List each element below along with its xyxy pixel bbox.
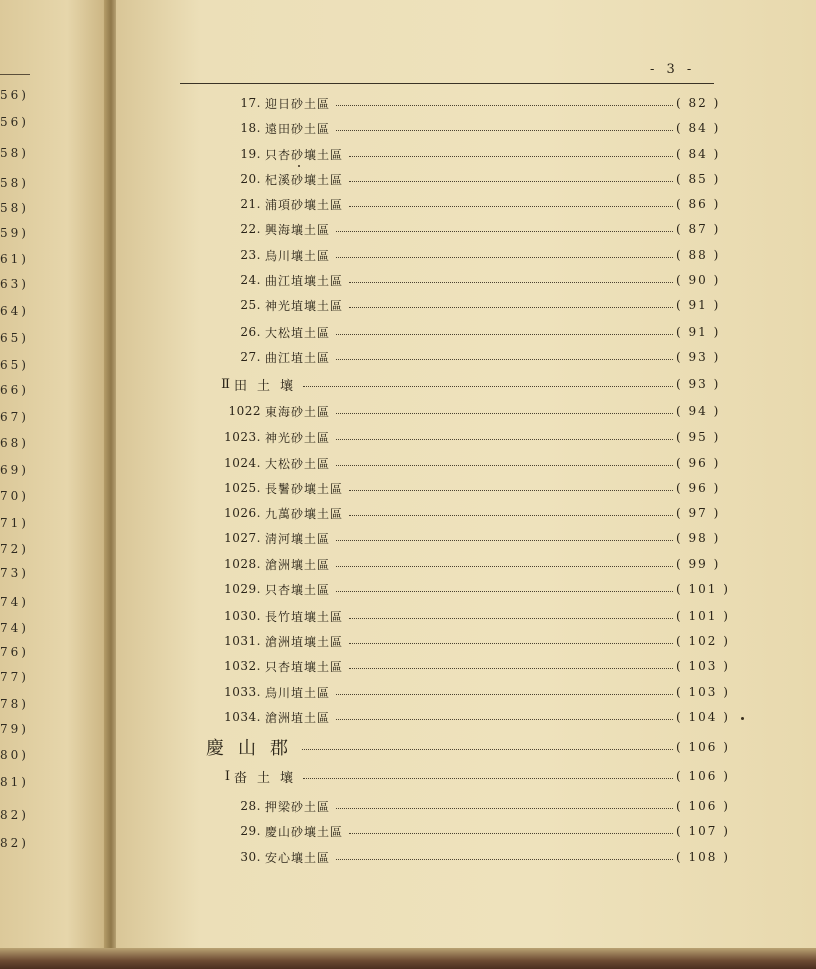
toc-entry	[180, 708, 730, 726]
left-page-number: 56)	[0, 88, 29, 102]
entry-page: ( 106 )	[676, 799, 730, 813]
left-page-number: 74)	[0, 595, 29, 609]
left-page-number: 71)	[0, 516, 29, 530]
toc-entry	[180, 145, 720, 163]
entry-title: 大松埴土區	[265, 325, 331, 340]
dot-leader	[349, 307, 673, 308]
dot-leader	[336, 465, 673, 466]
entry-title: 只杏壤土區	[265, 582, 331, 597]
entry-number: 1027.	[224, 531, 261, 545]
left-page-number: 64)	[0, 304, 29, 318]
entry-title: 淸河壤土區	[265, 531, 331, 546]
toc-entry	[180, 271, 720, 289]
toc-entry	[180, 479, 720, 497]
toc-entry	[180, 119, 720, 137]
dot-leader	[336, 808, 673, 809]
left-page-number: 69)	[0, 463, 29, 477]
toc-entry	[180, 632, 730, 650]
dot-leader	[336, 694, 673, 695]
left-page-number: 59)	[0, 226, 29, 240]
entry-title: 杞溪砂壤土區	[265, 172, 344, 187]
paper-spot	[298, 165, 300, 167]
header-rule	[180, 83, 714, 84]
toc-entry	[180, 220, 720, 238]
entry-page: ( 97 )	[676, 506, 721, 520]
section-page: ( 93 )	[676, 377, 721, 391]
dot-leader	[336, 359, 673, 360]
entry-number: 27.	[240, 350, 261, 364]
dot-leader	[303, 386, 673, 387]
left-page-number: 82)	[0, 808, 29, 822]
entry-page: ( 102 )	[676, 634, 730, 648]
entry-page: ( 87 )	[676, 222, 721, 236]
entry-page: ( 101 )	[676, 609, 730, 623]
entry-page: ( 94 )	[676, 404, 721, 418]
entry-page: ( 86 )	[676, 197, 721, 211]
entry-page: ( 103 )	[676, 685, 730, 699]
entry-number: 1026.	[224, 506, 261, 520]
left-page-number: 58)	[0, 146, 29, 160]
left-page-number: 65)	[0, 331, 29, 345]
dot-leader	[349, 181, 673, 182]
entry-page: ( 107 )	[676, 824, 730, 838]
entry-number: 1033.	[224, 685, 261, 699]
section-page: ( 106 )	[676, 769, 730, 783]
dot-leader	[336, 413, 673, 414]
dot-leader	[349, 668, 673, 669]
entry-title: 押梁砂土區	[265, 799, 331, 814]
toc-entry	[180, 580, 730, 598]
toc-entry	[180, 428, 720, 446]
toc-entry	[180, 555, 720, 573]
entry-page: ( 99 )	[676, 557, 721, 571]
entry-page: ( 95 )	[676, 430, 721, 444]
section-heading	[180, 766, 730, 786]
dot-leader	[349, 156, 673, 157]
entry-page: ( 96 )	[676, 481, 721, 495]
dot-leader	[336, 231, 673, 232]
entry-number: 21.	[240, 197, 261, 211]
toc-entry	[180, 454, 720, 472]
entry-page: ( 88 )	[676, 248, 721, 262]
entry-title: 東海砂土區	[265, 404, 331, 419]
entry-title: 神光埴壤土區	[265, 298, 344, 313]
dot-leader	[336, 540, 673, 541]
entry-title: 安心壤土區	[265, 850, 331, 865]
entry-page: ( 98 )	[676, 531, 721, 545]
dot-leader	[349, 206, 673, 207]
dot-leader	[349, 490, 673, 491]
left-page-number: 61)	[0, 252, 29, 266]
entry-page: ( 84 )	[676, 147, 721, 161]
entry-title: 九萬砂壤土區	[265, 506, 344, 521]
entry-number: 26.	[240, 325, 261, 339]
county-title: 慶山郡	[206, 738, 302, 759]
section-page: ( 106 )	[676, 740, 730, 754]
dot-leader	[336, 257, 673, 258]
dot-leader	[349, 618, 673, 619]
toc-entry	[180, 822, 730, 840]
entry-number: 19.	[240, 147, 261, 161]
section-title: 畓土壤	[234, 770, 304, 786]
toc-entry	[180, 94, 720, 112]
dot-leader	[349, 515, 673, 516]
dot-leader	[336, 105, 673, 106]
entry-number: 22.	[240, 222, 261, 236]
section-roman: Ⅱ	[221, 376, 230, 392]
left-page-number: 78)	[0, 697, 29, 711]
dot-leader	[336, 130, 673, 131]
left-page-number: 72)	[0, 542, 29, 556]
entry-title: 興海壤土區	[265, 222, 331, 237]
county-heading	[180, 734, 730, 760]
entry-page: ( 82 )	[676, 96, 721, 110]
left-page-number: 80)	[0, 748, 29, 762]
dot-leader	[303, 778, 673, 779]
entry-title: 神光砂土區	[265, 430, 331, 445]
entry-number: 1034.	[224, 710, 261, 724]
entry-title: 曲江埴土區	[265, 350, 331, 365]
book-edge	[0, 948, 816, 969]
toc-entry	[180, 797, 730, 815]
entry-title: 只杏埴壤土區	[265, 659, 344, 674]
dot-leader	[336, 719, 673, 720]
dot-leader	[336, 566, 673, 567]
left-page-number: 58)	[0, 176, 29, 190]
left-page-number: 70)	[0, 489, 29, 503]
entry-number: 1032.	[224, 659, 261, 673]
toc-entry	[180, 296, 720, 314]
toc-entry	[180, 323, 720, 341]
entry-title: 滄洲壤土區	[265, 557, 331, 572]
toc-entry	[180, 683, 730, 701]
left-page-number: 67)	[0, 410, 29, 424]
entry-page: ( 85 )	[676, 172, 721, 186]
section-title: 田土壤	[234, 378, 304, 394]
entry-title: 大松砂土區	[265, 456, 331, 471]
entry-title: 長鬐砂壤土區	[265, 481, 344, 496]
dot-leader	[336, 334, 673, 335]
left-page-rule	[0, 74, 30, 75]
entry-page: ( 91 )	[676, 325, 721, 339]
entry-number: 1022	[228, 404, 261, 418]
entry-title: 烏川埴土區	[265, 685, 331, 700]
entry-number: 1029.	[224, 582, 261, 596]
entry-title: 滄洲埴壤土區	[265, 634, 344, 649]
left-page-number: 73)	[0, 566, 29, 580]
entry-number: 28.	[240, 799, 261, 813]
entry-page: ( 96 )	[676, 456, 721, 470]
section-heading	[180, 374, 720, 394]
toc-entry	[180, 402, 720, 420]
left-page-number: 82)	[0, 836, 29, 850]
page-number: - 3 -	[650, 62, 696, 77]
toc-entry	[180, 170, 720, 188]
entry-page: ( 93 )	[676, 350, 721, 364]
dot-leader	[302, 749, 673, 750]
dot-leader	[349, 833, 673, 834]
entry-title: 烏川壤土區	[265, 248, 331, 263]
toc-entry	[180, 348, 720, 366]
dot-leader	[336, 591, 673, 592]
entry-page: ( 108 )	[676, 850, 730, 864]
entry-page: ( 104 )	[676, 710, 730, 724]
toc-entry	[180, 529, 720, 547]
entry-number: 1024.	[224, 456, 261, 470]
dot-leader	[336, 439, 673, 440]
entry-number: 1025.	[224, 481, 261, 495]
entry-number: 1023.	[224, 430, 261, 444]
entry-page: ( 103 )	[676, 659, 730, 673]
left-page-number: 68)	[0, 436, 29, 450]
left-page-number: 76)	[0, 645, 29, 659]
entry-number: 1031.	[224, 634, 261, 648]
left-page-number: 77)	[0, 670, 29, 684]
entry-number: 23.	[240, 248, 261, 262]
entry-page: ( 91 )	[676, 298, 721, 312]
left-page-number: 63)	[0, 277, 29, 291]
left-page-number: 66)	[0, 383, 29, 397]
entry-title: 遠田砂土區	[265, 121, 331, 136]
left-page-number: 58)	[0, 201, 29, 215]
toc-entry	[180, 195, 720, 213]
entry-title: 長竹埴壤土區	[265, 609, 344, 624]
left-page-number: 81)	[0, 775, 29, 789]
entry-title: 曲江埴壤土區	[265, 273, 344, 288]
entry-number: 29.	[240, 824, 261, 838]
toc-entry	[180, 848, 730, 866]
section-roman: Ⅰ	[224, 768, 230, 784]
entry-number: 17.	[240, 96, 261, 110]
paper-spot	[741, 717, 744, 720]
entry-page: ( 101 )	[676, 582, 730, 596]
toc-entry	[180, 246, 720, 264]
entry-title: 浦項砂壤土區	[265, 197, 344, 212]
toc-entry	[180, 607, 730, 625]
left-page-number: 74)	[0, 621, 29, 635]
entry-number: 25.	[240, 298, 261, 312]
entry-title: 只杏砂壤土區	[265, 147, 344, 162]
dot-leader	[349, 643, 673, 644]
entry-number: 1030.	[224, 609, 261, 623]
dot-leader	[349, 282, 673, 283]
entry-page: ( 84 )	[676, 121, 721, 135]
entry-number: 30.	[240, 850, 261, 864]
left-page-number: 56)	[0, 115, 29, 129]
toc-entry	[180, 504, 720, 522]
entry-page: ( 90 )	[676, 273, 721, 287]
dot-leader	[336, 859, 673, 860]
left-page-number: 79)	[0, 722, 29, 736]
entry-title: 滄洲埴土區	[265, 710, 331, 725]
entry-number: 24.	[240, 273, 261, 287]
entry-number: 1028.	[224, 557, 261, 571]
entry-number: 20.	[240, 172, 261, 186]
entry-number: 18.	[240, 121, 261, 135]
left-page-number: 65)	[0, 358, 29, 372]
entry-title: 慶山砂壤土區	[265, 824, 344, 839]
toc-entry	[180, 657, 730, 675]
entry-title: 迎日砂土區	[265, 96, 331, 111]
